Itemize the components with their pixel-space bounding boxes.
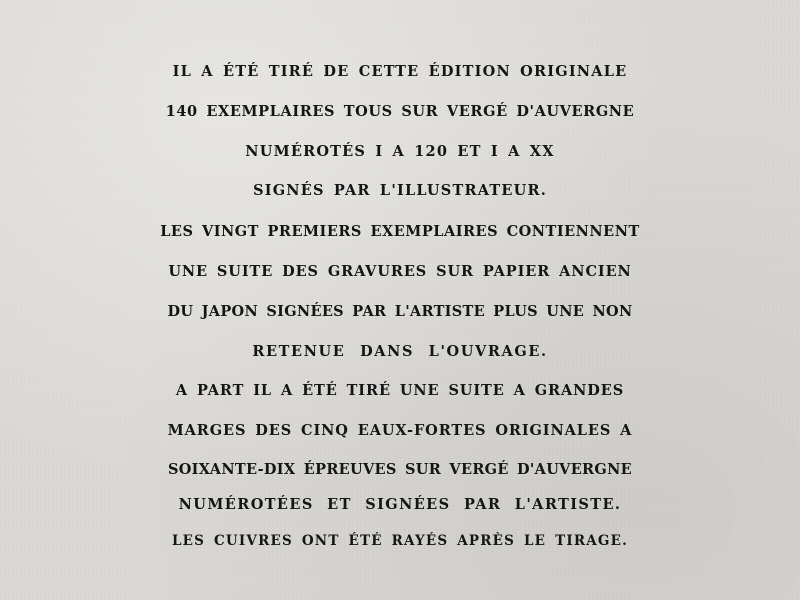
colophon-line: NUMÉROTÉES ET SIGNÉES PAR L'ARTISTE. — [178, 496, 622, 513]
colophon-line: DU JAPON SIGNÉES PAR L'ARTISTE PLUS UNE NON — [167, 303, 633, 320]
colophon-line: IL A ÉTÉ TIRÉ DE CETTE ÉDITION ORIGINALE — [172, 63, 628, 80]
colophon-line: SIGNÉS PAR L'ILLUSTRATEUR. — [253, 182, 547, 199]
colophon-line: 140 EXEMPLAIRES TOUS SUR VERGÉ D'AUVERGNE — [165, 103, 635, 120]
colophon-line: LES VINGT PREMIERS EXEMPLAIRES CONTIENNENT — [160, 223, 640, 240]
colophon-line: RETENUE DANS L'OUVRAGE. — [252, 343, 548, 360]
colophon-line: MARGES DES CINQ EAUX-FORTES ORIGINALES A — [167, 422, 633, 439]
colophon-line: UNE SUITE DES GRAVURES SUR PAPIER ANCIEN — [168, 263, 632, 280]
colophon-line: A PART IL A ÉTÉ TIRÉ UNE SUITE A GRANDES — [175, 382, 625, 399]
colophon-line: LES CUIVRES ONT ÉTÉ RAYÉS APRÈS LE TIRAGE. — [171, 533, 629, 549]
colophon-line: NUMÉROTÉS I A 120 ET I A XX — [245, 143, 555, 160]
colophon-line: SOIXANTE-DIX ÉPREUVES SUR VERGÉ D'AUVERGNE — [167, 461, 633, 478]
